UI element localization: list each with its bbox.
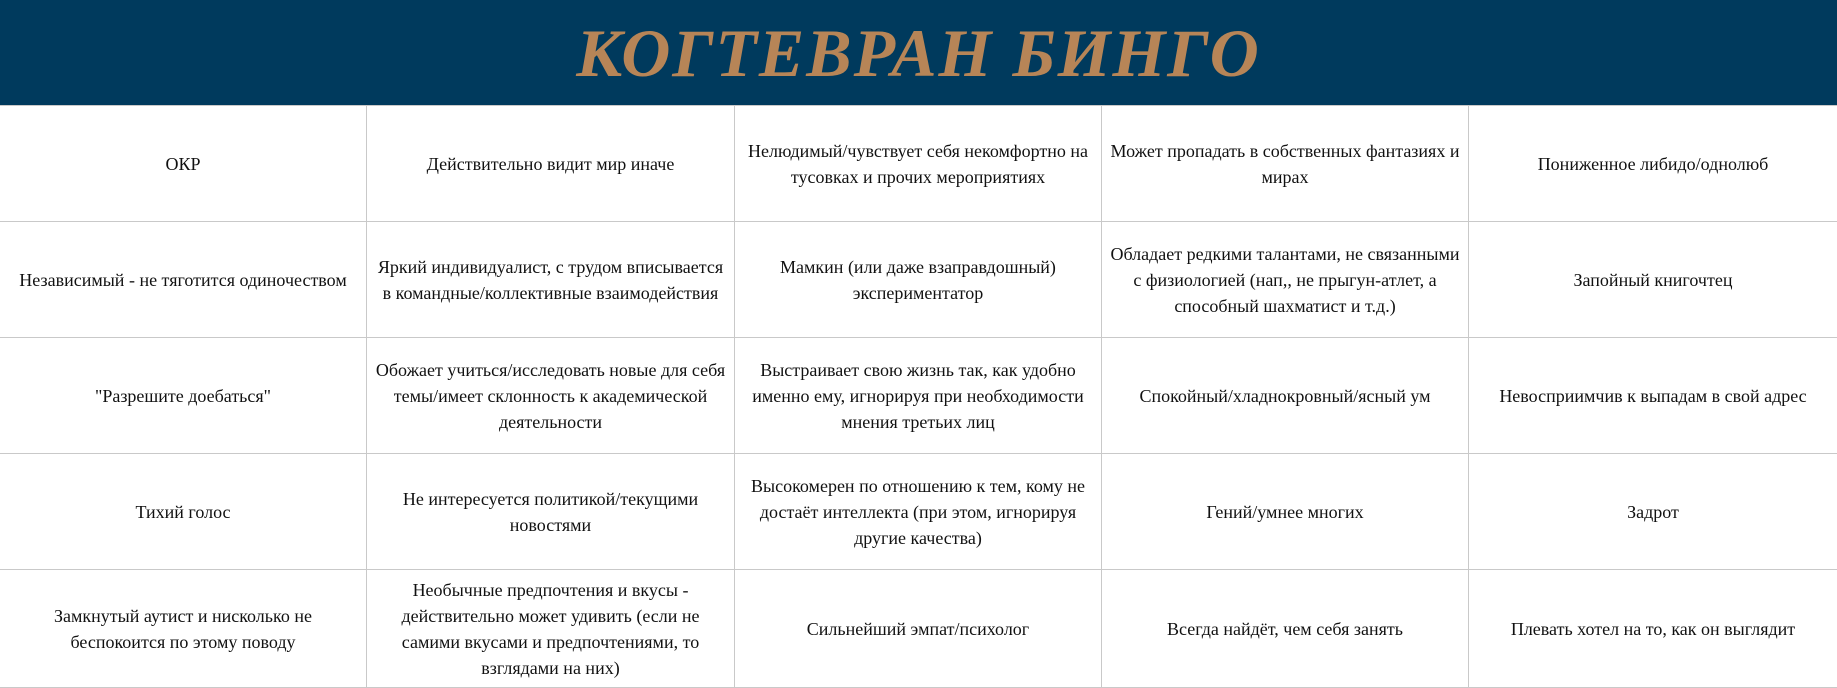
bingo-grid (0, 106, 1837, 688)
bingo-cell-r4-c5[interactable]: Задрот (1469, 454, 1837, 570)
bingo-cell-r1-c4[interactable]: Может пропадать в собственных фантазиях и мирах (1102, 106, 1469, 222)
bingo-cell-r3-c2[interactable]: Обожает учиться/исследовать новые для себя темы/имеет склонность к академической деятельности (367, 338, 735, 454)
bingo-cell-r4-c3[interactable]: Высокомерен по отношению к тем, кому не достаёт интеллекта (при этом, игнорируя другие качества) (735, 454, 1102, 570)
bingo-title: КОГТЕВРАН БИНГО (576, 14, 1261, 91)
bingo-cell-r4-c4[interactable]: Гений/умнее многих (1102, 454, 1469, 570)
bingo-cell-r2-c2[interactable]: Яркий индивидуалист, с трудом вписывается в командные/коллективные взаимодействия (367, 222, 735, 338)
bingo-cell-r5-c2[interactable]: Необычные предпочтения и вкусы - действительно может удивить (если не самими вкусами и предпочтениями, то взглядами на них) (367, 570, 735, 688)
bingo-cell-r1-c1[interactable]: ОКР (0, 106, 367, 222)
bingo-cell-r1-c3[interactable]: Нелюдимый/чувствует себя некомфортно на тусовках и прочих мероприятиях (735, 106, 1102, 222)
bingo-cell-r3-c4[interactable]: Спокойный/хладнокровный/ясный ум (1102, 338, 1469, 454)
bingo-cell-r2-c4[interactable]: Обладает редкими талантами, не связанными с физиологией (нап,, не прыгун-атлет, а способный шахматист и т.д.) (1102, 222, 1469, 338)
bingo-cell-r5-c1[interactable]: Замкнутый аутист и нисколько не беспокоится по этому поводу (0, 570, 367, 688)
bingo-cell-r5-c3[interactable]: Сильнейший эмпат/психолог (735, 570, 1102, 688)
bingo-cell-r4-c2[interactable]: Не интересуется политикой/текущими новостями (367, 454, 735, 570)
bingo-cell-r2-c1[interactable]: Независимый - не тяготится одиночеством (0, 222, 367, 338)
bingo-cell-r1-c2[interactable]: Действительно видит мир иначе (367, 106, 735, 222)
bingo-cell-r5-c5[interactable]: Плевать хотел на то, как он выглядит (1469, 570, 1837, 688)
bingo-cell-r2-c5[interactable]: Запойный книгочтец (1469, 222, 1837, 338)
bingo-cell-r5-c4[interactable]: Всегда найдёт, чем себя занять (1102, 570, 1469, 688)
bingo-cell-r1-c5[interactable]: Пониженное либидо/однолюб (1469, 106, 1837, 222)
bingo-header (0, 0, 1837, 106)
bingo-cell-r4-c1[interactable]: Тихий голос (0, 454, 367, 570)
bingo-cell-r3-c3[interactable]: Выстраивает свою жизнь так, как удобно именно ему, игнорируя при необходимости мнения третьих лиц (735, 338, 1102, 454)
bingo-cell-r2-c3[interactable]: Мамкин (или даже взаправдошный) экспериментатор (735, 222, 1102, 338)
bingo-cell-r3-c5[interactable]: Невосприимчив к выпадам в свой адрес (1469, 338, 1837, 454)
bingo-cell-r3-c1[interactable]: "Разрешите доебаться" (0, 338, 367, 454)
